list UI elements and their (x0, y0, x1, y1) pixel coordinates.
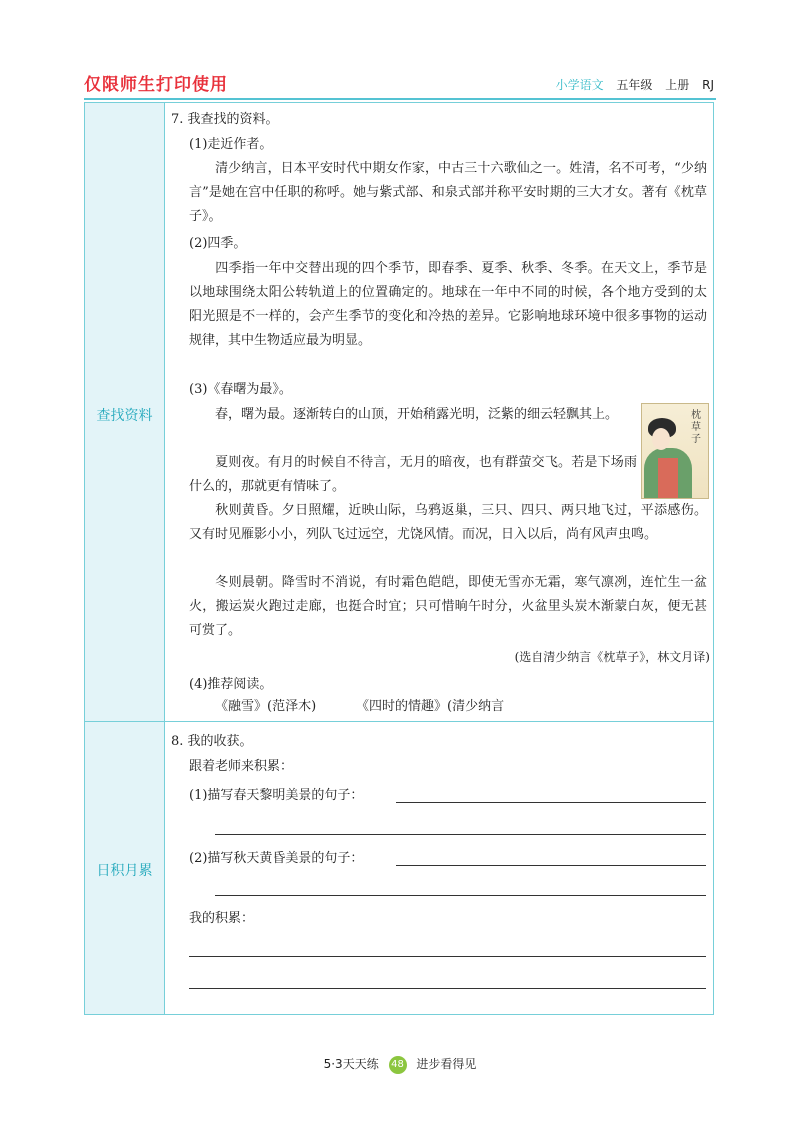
book-cover-title: 枕草子 (691, 410, 701, 445)
question-8-title: 8. 我的收获。 (171, 734, 253, 749)
spring-paragraph (189, 403, 637, 427)
answer-line-6[interactable] (189, 988, 706, 989)
grade-label: 五年级 (616, 78, 653, 92)
spring-sentence-prompt: (1)描写春天黎明美景的句子： (189, 788, 364, 803)
author-paragraph (189, 157, 707, 229)
print-notice: 仅限师生打印使用 (84, 75, 228, 95)
seasons-paragraph (189, 257, 707, 353)
edition-label: RJ (702, 78, 714, 92)
section-label-accumulation: 日积月累 (96, 863, 153, 879)
winter-text: 冬则晨朝。降雪时不消说，有时霜色皑皑，即使无雪亦无霜，寒气凛冽，连忙生一盆火，搬运炭火跑过走廊，也挺合时宜；只可惜晌午时分，火盆里头炭木渐蒙白灰，便无甚可赏了。 (189, 575, 707, 638)
seasons-text: 四季指一年中交替出现的四个季节，即春季、夏季、秋季、冬季。在天文上，季节是以地球围绕太阳公转轨道上的位置确定的。地球在一年中不同的时候，各个地方受到的太阳光照是不一样的，会产生季节的变化和冷热的差异。它影响地球环境中很多事物的运动规律，其中生物适应最为明显。 (189, 261, 707, 348)
summer-text: 夏则夜。有月的时候自不待言，无月的暗夜，也有群萤交飞。若是下场雨什么的，那就更有情味了。 (189, 455, 637, 494)
autumn-text: 秋则黄昏。夕日照耀，近映山际，乌鸦返巢，三只、四只、两只地飞过，平添感伤。又有时见雁影小小，列队飞过远空，尤饶风情。而况，日入以后，尚有风声虫鸣。 (189, 503, 707, 542)
answer-line-1[interactable] (396, 802, 706, 803)
answer-line-2[interactable] (215, 834, 706, 835)
source-citation: (选自清少纳言《枕草子》，林文月译) (514, 650, 710, 664)
section-label-research: 查找资料 (96, 408, 153, 424)
follow-teacher-intro: 跟着老师来积累： (189, 759, 294, 774)
spring-text: 春，曙为最。逐渐转白的山顶，开始稍露光明，泛紫的细云轻飘其上。 (215, 407, 619, 422)
answer-line-5[interactable] (189, 956, 706, 957)
answer-line-3[interactable] (396, 865, 706, 866)
part-1-title: (1)走近作者。 (189, 137, 273, 152)
section-label-column (85, 103, 165, 721)
footer-series: 5·3天天练 (323, 1057, 379, 1071)
section-label-column (85, 722, 165, 1014)
volume-label: 上册 (665, 78, 690, 92)
header-divider (84, 98, 716, 100)
part-4-title: (4)推荐阅读。 (189, 677, 273, 692)
page-number-badge: 48 (389, 1056, 407, 1074)
part-3-title: (3)《春曙为最》。 (189, 382, 292, 397)
answer-line-4[interactable] (215, 895, 706, 896)
autumn-paragraph (189, 499, 707, 547)
subject-label: 小学语文 (555, 78, 604, 92)
autumn-sentence-prompt: (2)描写秋天黄昏美景的句子： (189, 851, 364, 866)
author-text: 清少纳言，日本平安时代中期女作家，中古三十六歌仙之一。姓清，名不可考，“少纳言”是她在宫中任职的称呼。她与紫式部、和泉式部并称平安时期的三大才女。著有《枕草子》。 (189, 161, 707, 224)
part-2-title: (2)四季。 (189, 236, 247, 251)
footer-slogan: 进步看得见 (416, 1057, 477, 1071)
book-cover-illustration (641, 403, 709, 499)
winter-paragraph (189, 571, 707, 643)
book-info (547, 76, 714, 93)
page-footer (0, 1055, 800, 1074)
question-7-title: 7. 我查找的资料。 (171, 112, 279, 127)
recommended-book-2: 《四时的情趣》(清少纳言 (356, 699, 505, 714)
summer-paragraph (189, 451, 637, 499)
recommended-book-1: 《融雪》(范泽木) (215, 699, 317, 714)
section-accumulation (84, 721, 714, 1015)
my-accumulation-label: 我的积累： (189, 911, 255, 926)
